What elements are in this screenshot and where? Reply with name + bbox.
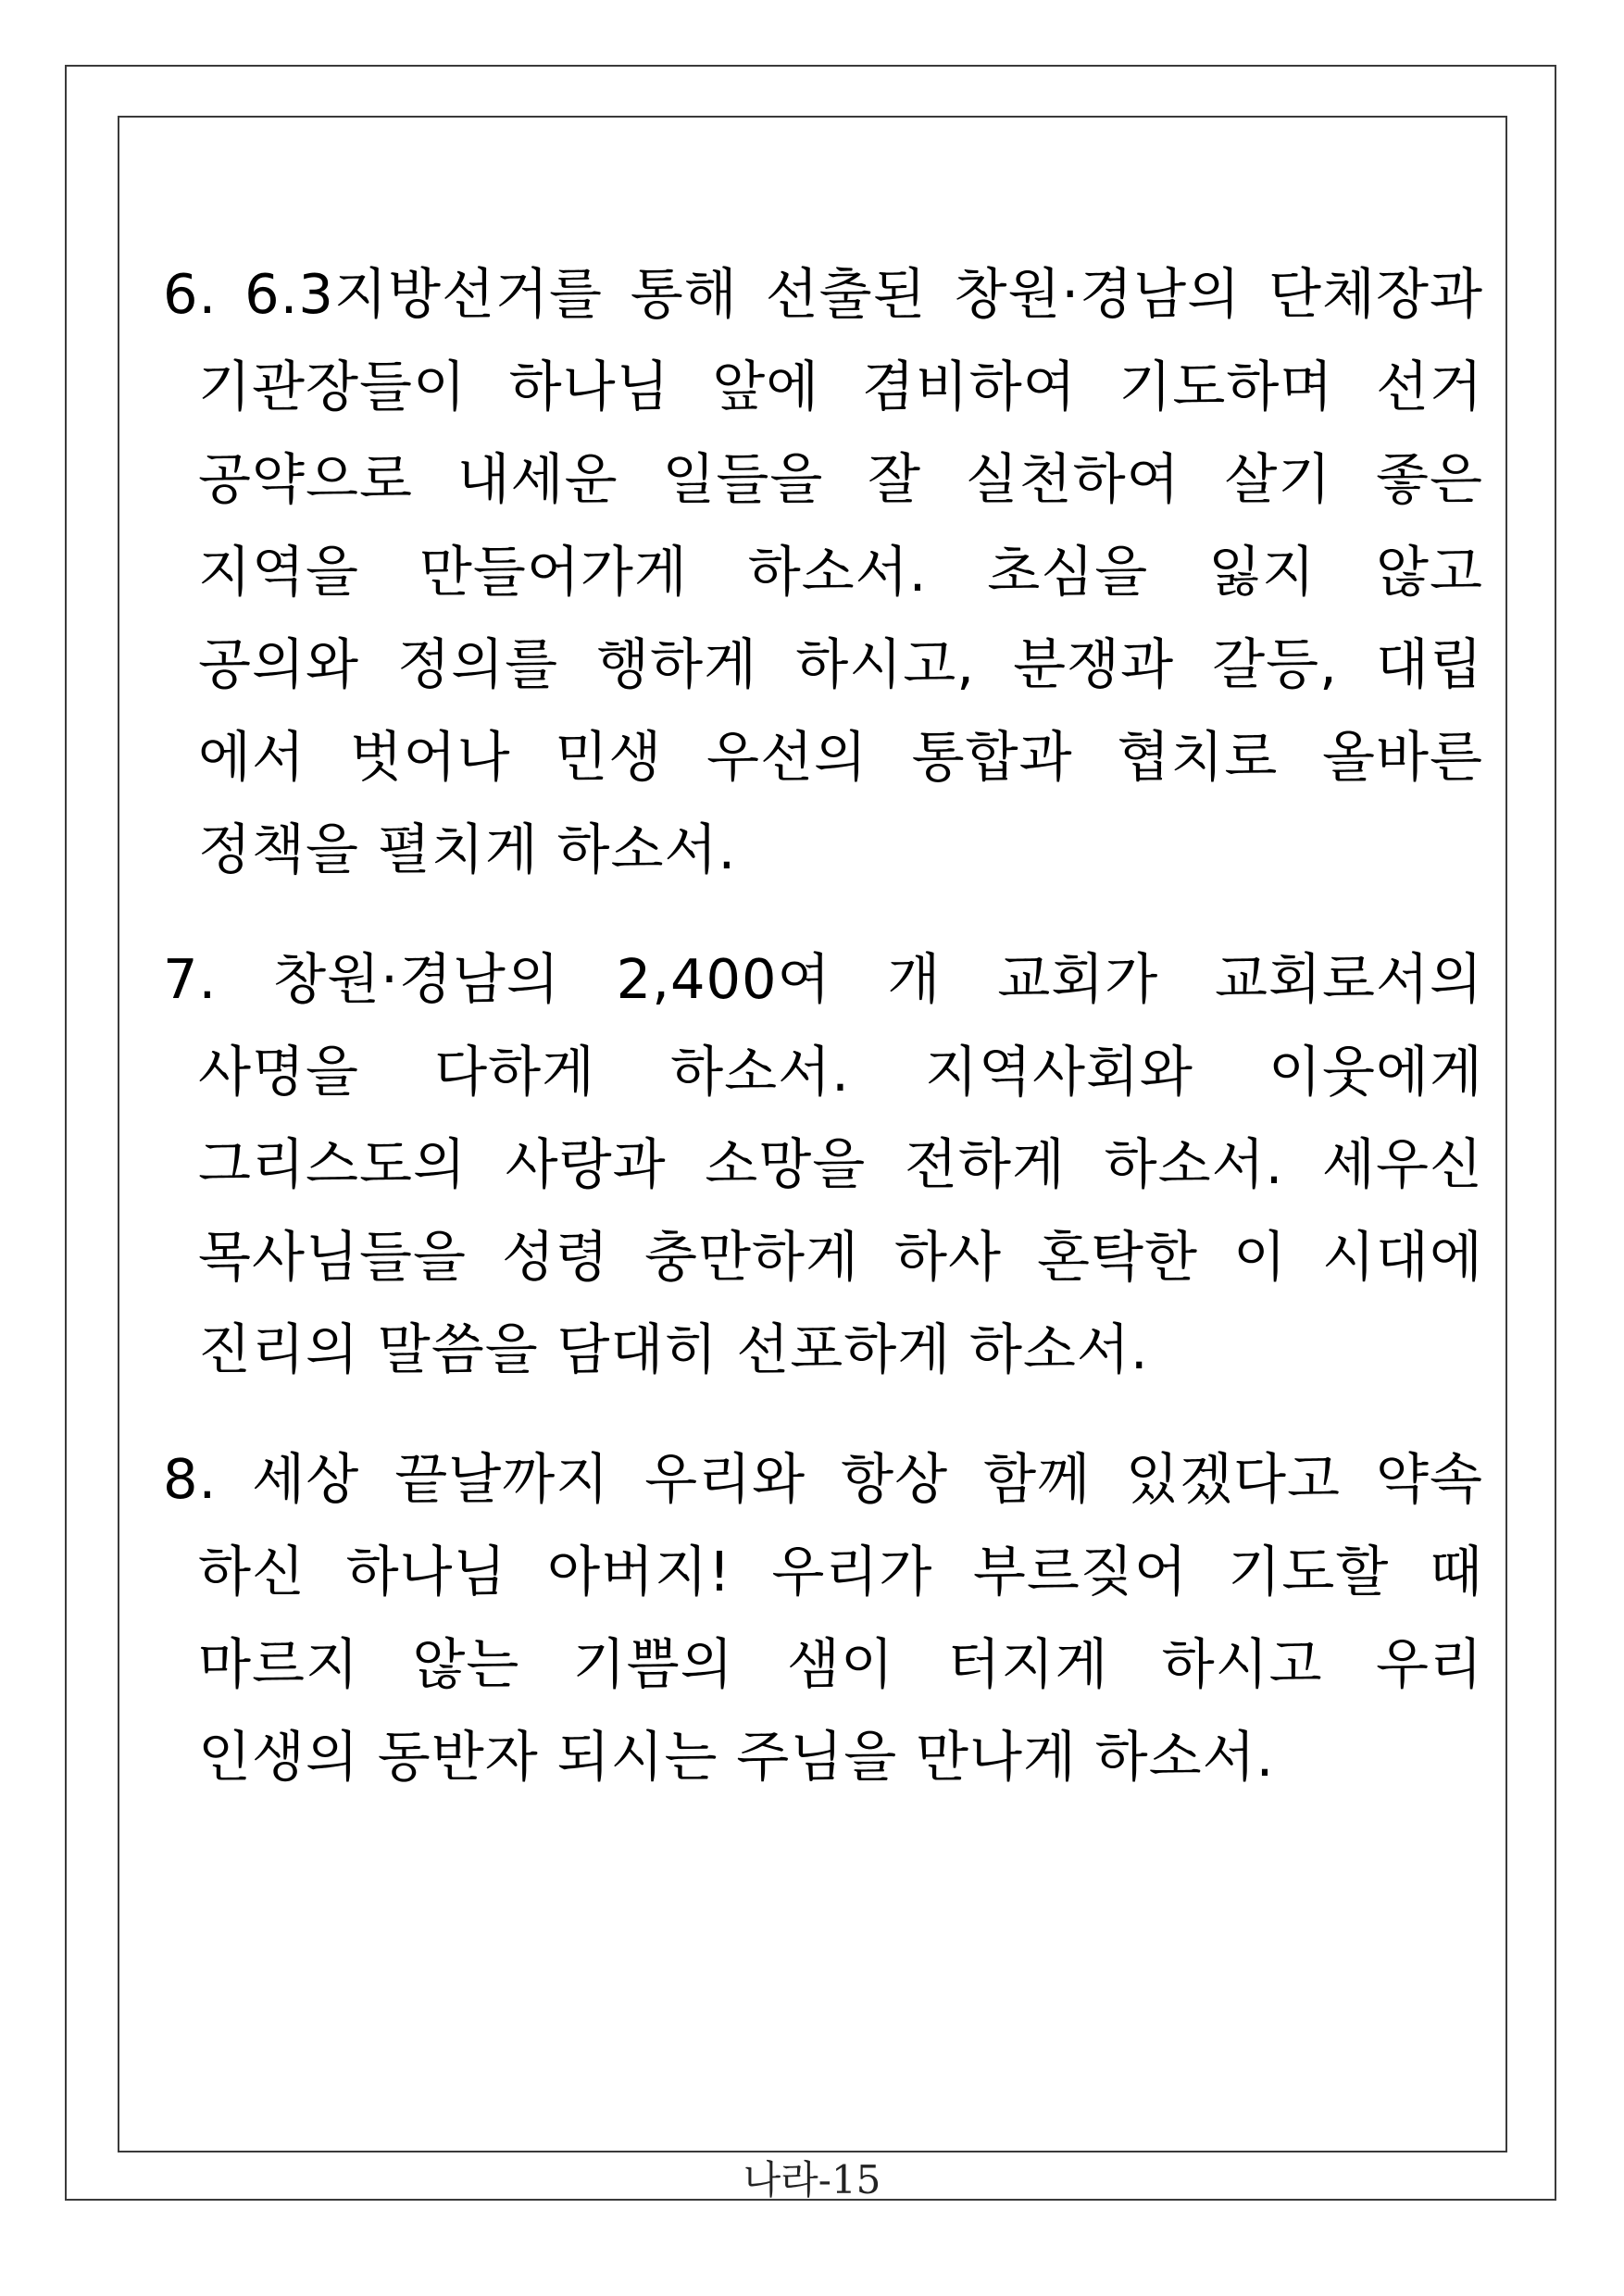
prayer-list: [163, 248, 1483, 1803]
prayer-item-6-line-5: 공의와 정의를 행하게 하시고, 분쟁과 갈등, 대립: [198, 632, 1483, 696]
prayer-item-8-line-1: 8. 세상 끝날까지 우리와 항상 함께 있겠다고 약속: [163, 1447, 1483, 1511]
prayer-item-6: [163, 248, 1483, 896]
prayer-item-6-line-4: 지역을 만들어가게 하소서. 초심을 잃지 않고: [198, 540, 1483, 604]
prayer-item-7-line-2: 사명을 다하게 하소서. 지역사회와 이웃에게: [198, 1040, 1483, 1104]
prayer-item-6-line-7: 정책을 펼치게 하소서.: [198, 817, 737, 881]
prayer-item-6-line-2: 기관장들이 하나님 앞에 겸비하여 기도하며 선거: [198, 355, 1483, 418]
prayer-item-7-line-3: 그리스도의 사랑과 소망을 전하게 하소서. 세우신: [198, 1132, 1483, 1196]
prayer-item-8-line-2: 하신 하나님 아버지! 우리가 부르짖어 기도할 때: [198, 1540, 1483, 1603]
prayer-item-7-line-1: 7. 창원·경남의 2,400여 개 교회가 교회로서의: [163, 947, 1483, 1011]
prayer-item-7: [163, 933, 1483, 1396]
prayer-item-8: [163, 1433, 1483, 1803]
prayer-item-7-line-4: 목사님들을 성령 충만하게 하사 혼탁한 이 시대에: [198, 1225, 1483, 1289]
prayer-item-6-line-1: 6. 6.3지방선거를 통해 선출된 창원·경남의 단체장과: [163, 262, 1483, 326]
prayer-item-8-line-3: 마르지 않는 기쁨의 샘이 터지게 하시고 우리: [198, 1632, 1483, 1696]
prayer-item-8-line-4: 인생의 동반자 되시는 주님을 만나게 하소서.: [198, 1725, 1275, 1789]
prayer-item-6-line-6: 에서 벗어나 민생 우선의 통합과 협치로 올바른: [198, 725, 1483, 789]
page-number: 나라-15: [743, 2157, 881, 2202]
prayer-item-6-line-3: 공약으로 내세운 일들을 잘 실천하여 살기 좋은: [198, 447, 1483, 511]
prayer-item-7-line-5: 진리의 말씀을 담대히 선포하게 하소서.: [198, 1317, 1149, 1381]
